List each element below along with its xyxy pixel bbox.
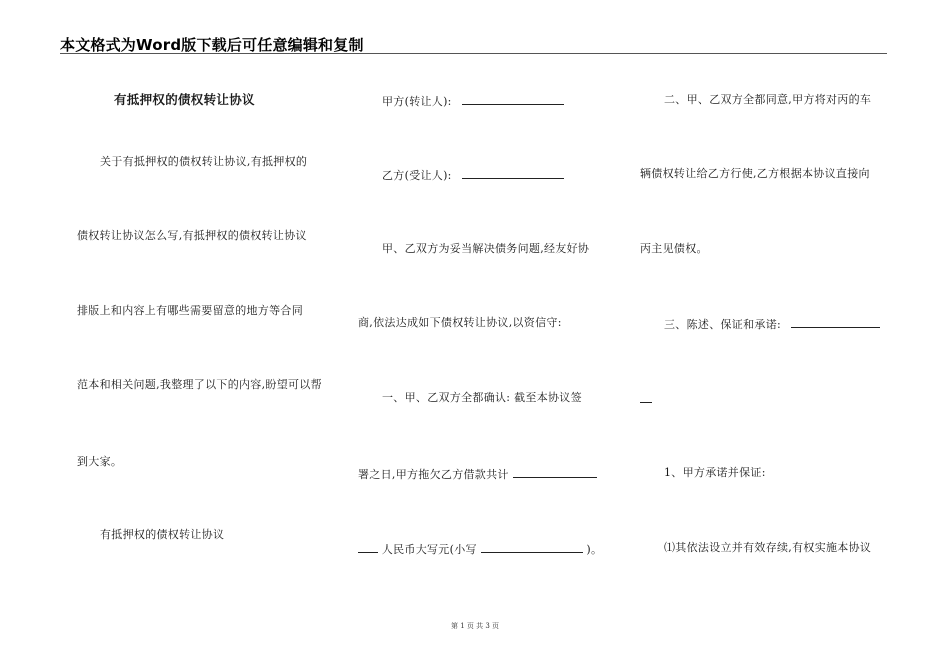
- item-1-1: ⑴其依法设立并有效存续,有权实施本协议: [664, 541, 872, 554]
- intro-line-3: 排版上和内容上有哪些需要留意的地方等合同: [77, 304, 303, 317]
- clause1-line-3-end: )。: [586, 543, 603, 556]
- clause1-line-1: 一、甲、乙双方全都确认: 截至本协议签: [382, 391, 582, 404]
- para1-line-2: 商,依法达成如下债权转让协议,以资信守:: [358, 316, 562, 329]
- header-divider: [60, 53, 887, 54]
- intro-line-4: 范本和相关问题,我整理了以下的内容,盼望可以帮: [77, 378, 322, 391]
- clause1-line-3-text: 人民币大写元(小写: [381, 543, 477, 556]
- clause1-line-2-text: 署之日,甲方拖欠乙方借款共计: [358, 468, 509, 481]
- clause1-line-3: [358, 541, 602, 557]
- clause3-line: [664, 316, 880, 332]
- clause3-label: 三、陈述、保证和承诺:: [664, 318, 782, 331]
- item-1: 1、甲方承诺并保证:: [664, 466, 766, 479]
- party-b-label: 乙方(受让人):: [382, 169, 452, 182]
- page-header: 本文格式为Word版下载后可任意编辑和复制: [60, 36, 364, 54]
- page-footer: 第 1 页 共 3 页: [450, 622, 500, 630]
- clause2-line-2: 辆债权转让给乙方行使,乙方根据本协议直接向: [640, 167, 870, 180]
- amount-figures-blank: [481, 541, 583, 553]
- amount-words-blank: [358, 541, 378, 553]
- para1-line-1: 甲、乙双方为妥当解决债务问题,经友好协: [382, 242, 590, 255]
- party-a-label: 甲方(转让人):: [382, 95, 452, 108]
- clause3-blank: [791, 316, 880, 328]
- intro-line-1: 关于有抵押权的债权转让协议,有抵押权的: [100, 155, 308, 168]
- document-title: 有抵押权的债权转让协议: [114, 92, 255, 107]
- party-b-blank: [462, 167, 564, 179]
- party-b-line: [382, 167, 564, 183]
- intro-line-5: 到大家。: [77, 455, 123, 468]
- sub-title: 有抵押权的债权转让协议: [100, 528, 225, 541]
- clause3-blank-end: [640, 391, 652, 403]
- loan-amount-blank: [513, 466, 597, 478]
- party-a-line: [382, 93, 564, 109]
- clause1-line-2: [358, 466, 597, 482]
- clause2-line-1: 二、甲、乙双方全都同意,甲方将对丙的车: [664, 93, 872, 106]
- clause2-line-3: 丙主见债权。: [640, 242, 708, 255]
- party-a-blank: [462, 93, 564, 105]
- clause3-continuation: [640, 391, 652, 407]
- intro-line-2: 债权转让协议怎么写,有抵押权的债权转让协议: [77, 229, 307, 242]
